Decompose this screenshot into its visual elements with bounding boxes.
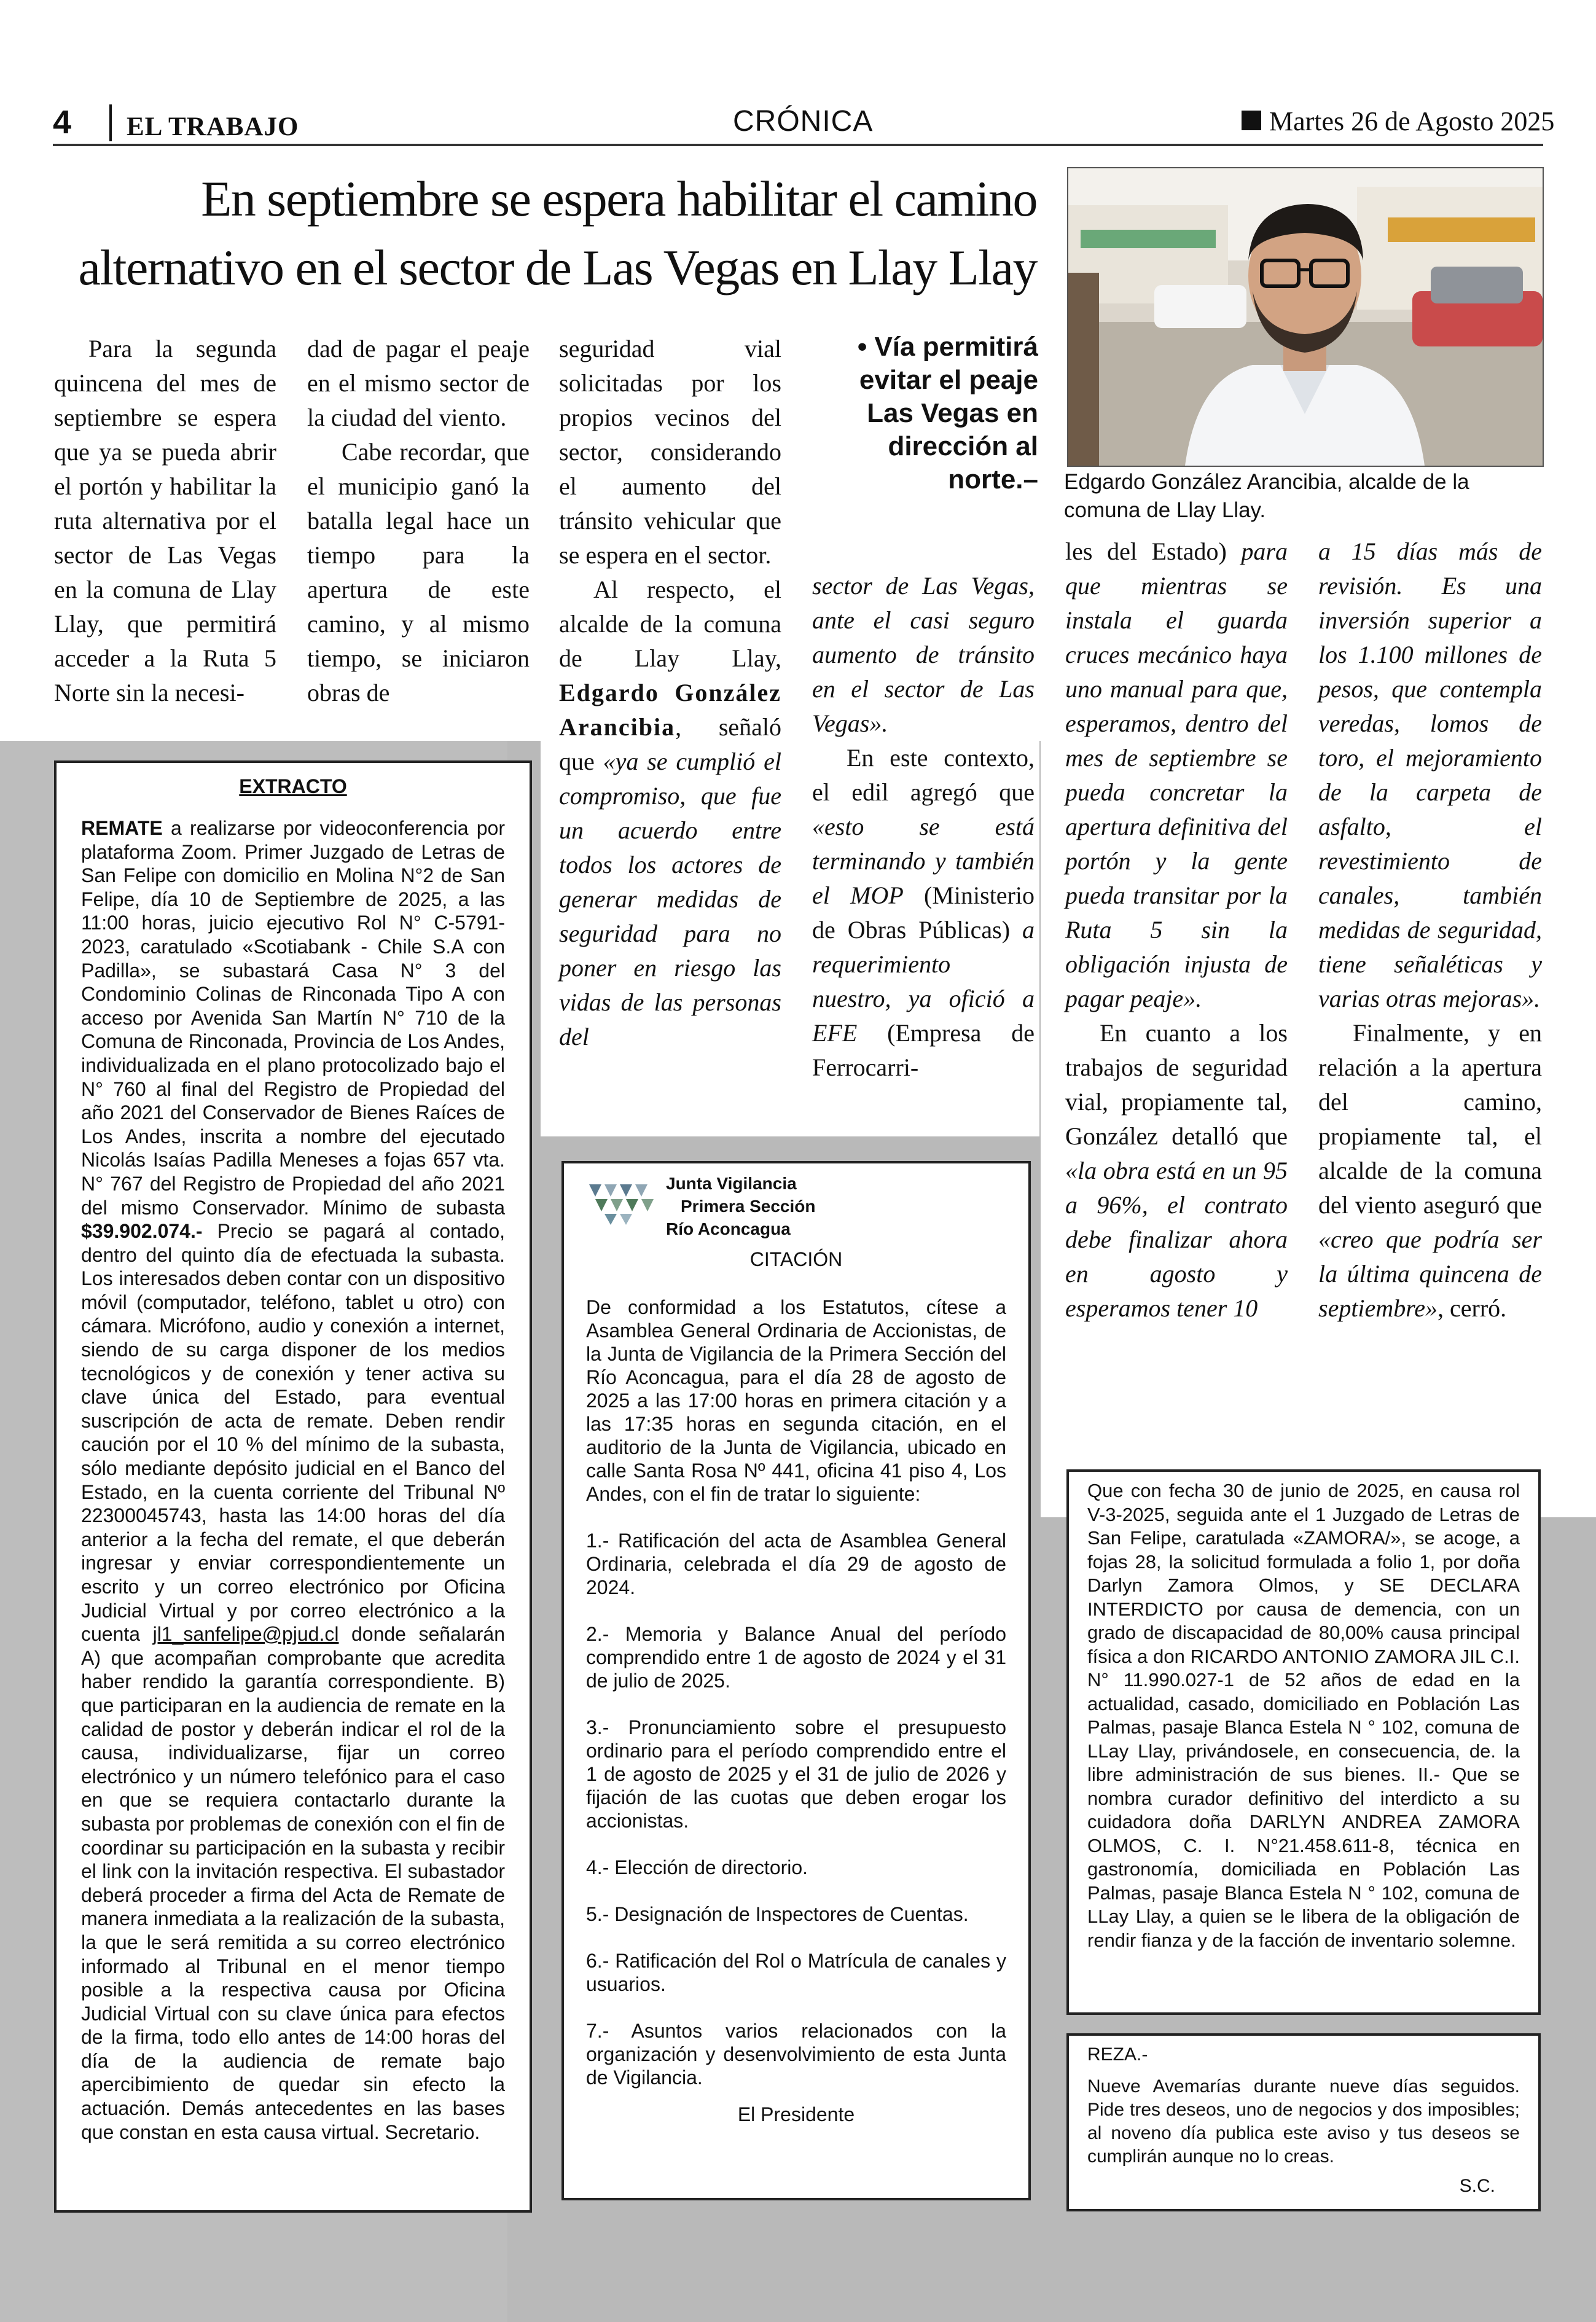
article-column-3 xyxy=(559,332,781,1054)
page-number: 4 xyxy=(53,104,72,141)
water-logo-icon xyxy=(586,1178,672,1227)
org-logo xyxy=(586,1172,1006,1238)
photo-caption: Edgardo González Arancibia, alcalde de la comuna de Llay Llay. xyxy=(1064,470,1469,522)
extracto-title: EXTRACTO xyxy=(239,775,347,797)
article-column-5 xyxy=(1065,534,1288,1326)
issue-date: Martes 26 de Agosto 2025 xyxy=(1269,106,1555,136)
article-text: Al respecto, el alcalde de la comuna de Llay Llay, xyxy=(559,576,781,672)
reza-body: Nueve Avemarías durante nueve días seguidos. Pide tres deseos, uno de negocios y dos imposibles; al noveno día publica este aviso y tus deseos se cumplirán aunque no lo creas. xyxy=(1087,2076,1520,2167)
extracto-text: a realizarse por videoconferencia por plataforma Zoom. Primer Juzgado de Letras de San Felipe con domicilio en Molina N°2 de San Felipe, día 10 de Septiembre de 2025, a las 11:00 horas, juicio ejecutivo Rol N° C-5791-2023, caratulado «Scotiabank - Chile S.A con Padilla», se subastará Casa N° 3 del Condominio Colinas de Rinconada Tipo A con acceso por Avenida San Martín N° 710 de la Comuna de Rinconada, Provincia de Los Andes, individualizada en el plano protocolizado bajo el N° 760 al final del Registro de Propiedad del año 2021 del Conservador de Bienes Raíces de Los Andes, inscrita a nombre del ejecutado Nicolás Isaías Padilla Meneses a fojas 657 vta. N° 767 del Registro de Propiedad del año 2021 del mismo Conservador. Mínimo de subasta xyxy=(81,817,505,1219)
citacion-item: 5.- Designación de Inspectores de Cuentas. xyxy=(586,1903,969,1925)
article-paragraph xyxy=(1065,1016,1288,1326)
citacion-item: 4.- Elección de directorio. xyxy=(586,1856,808,1878)
citacion-item: 1.- Ratificación del acta de Asamblea General Ordinaria, celebrada el día 29 de agosto de 2024. xyxy=(586,1530,1006,1598)
quote-text: «ya se cumplió el compromiso, que fue un acuerdo entre todos los actores de generar medidas de seguridad para no poner en riesgo las vidas de las personas del xyxy=(559,748,781,1050)
quote-text: «esto se está terminando y también el MOP xyxy=(812,813,1035,909)
citacion-item: 7.- Asuntos varios relacionados con la organización y desenvolvimiento de esta Junta de Vigilancia. xyxy=(586,2020,1006,2089)
org-name xyxy=(666,1172,815,1240)
citacion-signature: El Presidente xyxy=(737,2103,855,2125)
reza-signature: S.C. xyxy=(1459,2176,1495,2196)
citacion-item: 3.- Pronunciamiento sobre el presupuesto ordinario para el período comprendido entre el 1 de agosto de 2025 y el 31 de julio de 2026 y fijación de las cuotas que deben erogar los accionistas. xyxy=(586,1716,1006,1832)
headline-line-2: alternativo en el sector de Las Vegas en Llay Llay xyxy=(78,240,1037,295)
article-paragraph xyxy=(1318,1016,1542,1326)
article-text: (Ministerio de Obras Públicas) xyxy=(812,882,1035,944)
interdicto-notice xyxy=(1066,1469,1541,2015)
article-column-4 xyxy=(812,569,1035,1085)
headline xyxy=(54,165,1037,302)
article-subhead: • Vía permitirá evitar el peaje Las Vegas en dirección al norte.– xyxy=(857,332,1038,495)
citacion-item: 2.- Memoria y Balance Anual del período comprendido entre 1 de agosto de 2024 y el 31 de julio de 2025. xyxy=(586,1623,1006,1692)
article-column-2 xyxy=(307,332,530,710)
quote-text: sector de Las Vegas, ante el casi seguro aumento de tránsito en el sector de Las Vegas». xyxy=(812,572,1035,737)
extracto-amount: $39.902.074.- xyxy=(81,1220,203,1243)
org-name-line: Junta Vigilancia xyxy=(666,1174,797,1193)
article-column-1 xyxy=(54,332,276,710)
newspaper-name: EL TRABAJO xyxy=(127,112,299,141)
quote-text: a 15 días más de revisión. Es una inversión superior a los 1.100 millones de pesos, que contempla veredas, lomos de toro, el mejoramiento de la carpeta de asfalto, el revestimiento de canales, también medidas de seguridad, tiene señaléticas y varias otras mejoras». xyxy=(1318,538,1542,1012)
article-paragraph: Para la segunda quincena del mes de septiembre se espera que ya se pueda abrir el portón y habilitar la ruta alternativa por el sector de Las Vegas en la comuna de Llay Llay, que permitirá acceder a la Ruta 5 Norte sin la necesi- xyxy=(54,335,276,706)
article-paragraph xyxy=(1065,534,1288,1016)
extracto-notice xyxy=(54,760,532,2213)
quote-text: «creo que podría ser la última quincena de septiembre» xyxy=(1318,1226,1542,1322)
mayor-photo-image xyxy=(1068,168,1543,466)
quote-text: para que mientras se instala el guarda cruces mecánico haya uno manual para que, esperamos, dentro del mes de septiembre se pueda concretar la apertura definitiva del portón y la gente pueda transitar por la Ruta 5 sin la obligación injusta de pagar peaje». xyxy=(1065,538,1288,1012)
article-text: Finalmente, y en relación a la apertura del camino, propiamente tal, el alcalde de la comuna del viento aseguró que xyxy=(1318,1019,1542,1219)
article-paragraph: seguridad vial solicitadas por los propios vecinos del sector, considerando el aumento del tránsito vehicular que se espera en el sector. xyxy=(559,335,781,569)
citacion-title: CITACIÓN xyxy=(749,1248,843,1270)
article-text: En este contexto, el edil agregó que xyxy=(812,744,1035,806)
mayor-name: Edgardo González Arancibia xyxy=(559,679,781,741)
article-text: les del Estado) xyxy=(1065,538,1227,565)
article-text: , señaló que xyxy=(559,713,781,775)
extracto-text: donde señalarán A) que acompañan comprobante que acredita haber rendido la garantía correspondiente. B) que participaran en la audiencia de remate en la calidad de postor y deberán indicar el rol de la causa, individualizarse, fijar un correo electrónico y un número telefónico para el caso en que se requiera contactarlo durante la subasta por problemas de conexión con el fin de coordinar su participación en la subasta y recibir el link con la invitación respectiva. El subastador deberá proceder a firma del Acta de Remate de manera inmediata a la realización de la subasta, la que le será remitida a su correo electrónico informado al Tribunal en el menor tiempo posible a la respectiva causa por Oficina Judicial Virtual con su clave única para efectos de la firma, todo ello antes de 14:00 horas del día de la audiencia de remate bajo apercibimiento de quedar sin efecto la actuación. Demás antecedentes en las bases que constan en esta causa virtual. Secretario. xyxy=(81,1623,505,2143)
date-square-icon xyxy=(1242,111,1261,130)
citacion-notice xyxy=(561,1161,1031,2200)
article-paragraph xyxy=(812,741,1035,1085)
citacion-item: 6.- Ratificación del Rol o Matrícula de canales y usuarios. xyxy=(586,1950,1006,1995)
article-text: En cuanto a los trabajos de seguridad vial, propiamente tal, González detalló que xyxy=(1065,1019,1288,1150)
header-divider xyxy=(109,104,112,141)
article-paragraph xyxy=(559,573,781,1054)
extracto-email-link[interactable]: jl1_sanfelipe@pjud.cl xyxy=(152,1623,339,1646)
org-name-line: Río Aconcagua xyxy=(666,1219,791,1238)
header-rule xyxy=(53,144,1543,146)
reza-title: REZA.- xyxy=(1087,2044,1148,2065)
article-paragraph: Cabe recordar, que el municipio ganó la batalla legal hace un tiempo para la apertura de este camino, y al mismo tiempo, se iniciaron obras de xyxy=(307,438,530,706)
headline-line-1: En septiembre se espera habilitar el camino xyxy=(201,171,1037,227)
article-text: (Empresa de Ferrocarri- xyxy=(812,1019,1035,1081)
article-column-6 xyxy=(1318,534,1542,1326)
interdicto-body: Que con fecha 30 de junio de 2025, en causa rol V-3-2025, seguida ante el 1 Juzgado de Letras de San Felipe, caratulada «ZAMORA/», se acoge, a fojas 28, la solicitud formulada a folio 1, por doña Darlyn Zamora Olmos, y SE DECLARA INTERDICTO por causa de demencia, con un grado de discapacidad de 80,00% causa principal física a don RICARDO ANTONIO ZAMORA JIL C.I. N° 11.990.027-1 de 52 años de edad en la actualidad, casado, domiciliado en Población Las Palmas, pasaje Blanca Estela N ° 102, comuna de LLay Llay, privándosele, en consecuencia, de. la libre administración de sus bienes. II.- Que se nombra curador definitivo del interdicto a su cuidadora doña DARLYN ANDREA ZAMORA OLMOS, C. I. N°21.458.611-8, técnica en gastronomía, domiciliada en Población Las Palmas, pasaje Blanca Estela N ° 102, comuna de LLay Llay, a quien se le libera de la obligación de rendir fianza y de la facción de inventario solemne. xyxy=(1087,1480,1520,1951)
citacion-body xyxy=(586,1296,1006,2126)
mayor-photo xyxy=(1067,167,1544,467)
article-text: , cerró. xyxy=(1438,1294,1507,1322)
extracto-body xyxy=(81,816,505,2144)
article-paragraph: dad de pagar el peaje en el mismo sector de la ciudad del viento. xyxy=(307,335,530,431)
quote-text: a requerimiento nuestro, ya ofició a EFE xyxy=(812,916,1035,1047)
quote-text: «la obra está en un 95 a 96%, el contrato debe finalizar ahora en agosto y esperamos tener 10 xyxy=(1065,1157,1288,1322)
citacion-intro: De conformidad a los Estatutos, cítese a Asamblea General Ordinaria de Accionistas, de la Junta de Vigilancia de la Primera Sección del Río Aconcagua, para el día 28 de agosto de 2025 a las 17:00 horas en primera citación y a las 17:35 horas en segunda citación, en el auditorio de la Junta de Vigilancia, ubicado en calle Santa Rosa Nº 441, oficina 41 piso 4, Los Andes, con el fin de tratar lo siguiente: xyxy=(586,1296,1006,1505)
extracto-lead: REMATE xyxy=(81,817,163,839)
extracto-text: Precio se pagará al contado, dentro del quinto día de efectuada la subasta. Los interesados deben contar con un dispositivo móvil (computador, teléfono, tablet u otro) con cámara. Micrófono, audio y conexión a internet, siendo de su carga disponer de los medios tecnológicos y de conexión y tener activa su clave única del Estado, para eventual suscripción de acta de remate. Deben rendir caución por el 10 % del mínimo de la subasta, sólo mediante depósito judicial en el Banco del Estado, en la cuenta corriente del Tribunal Nº 22300045743, hasta las 14:00 horas del día anterior a la fecha del remate, el que deberán ingresar y enviar correspondientemente un escrito y un correo electrónico por Oficina Judicial Virtual y por correo electrónico a la cuenta xyxy=(81,1220,505,1646)
org-name-line: Primera Sección xyxy=(681,1197,816,1216)
reza-notice xyxy=(1066,2033,1541,2211)
section-name: CRÓNICA xyxy=(733,105,874,138)
